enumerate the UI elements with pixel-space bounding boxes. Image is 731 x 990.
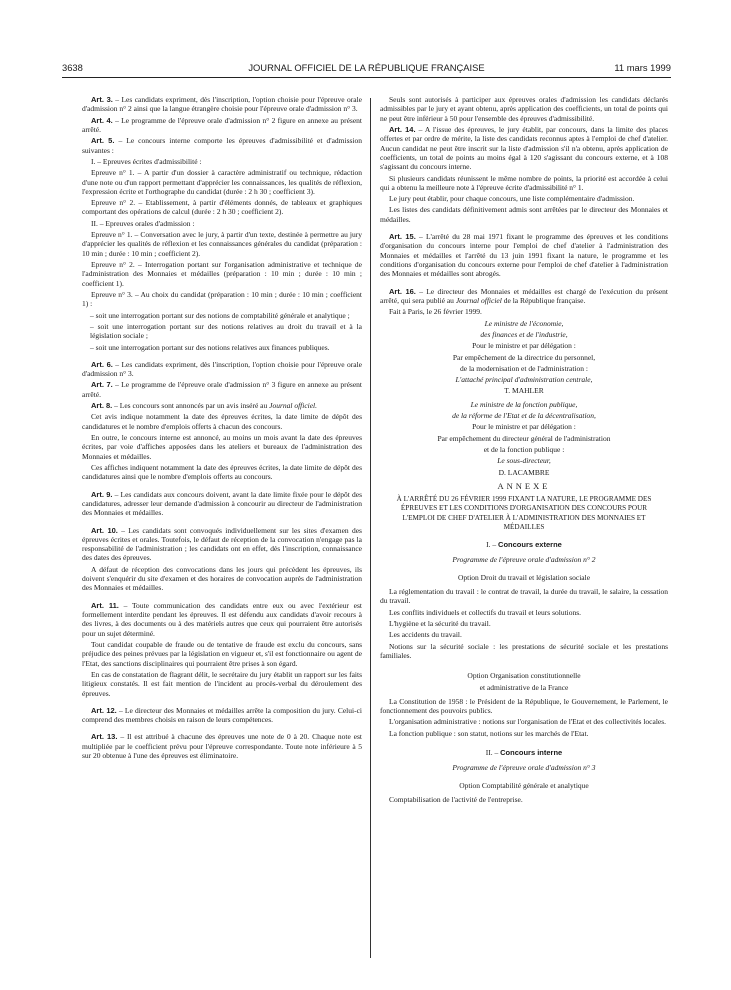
article-8: Art. 8. – Les concours sont annoncés par un avis inséré au Journal officiel. [91,401,318,411]
article-8-p3: En outre, le concours interne est annoncé, au moins un mois avant la date des épreuves écrites, par voie d'affiches apposées dans les ateliers et bureaux de l'administration des Monnaies et médailles. [82,433,362,461]
annex-subtitle: À L'ARRÊTÉ DU 26 FÉVRIER 1999 FIXANT LA NATURE, LE PROGRAMME DES ÉPREUVES ET LES CONDITIONS D'ORGANISATION DES CONCOURS POUR L'EMPLOI DE CHEF D'ATELIER À L'ADMINISTRATION DES MONNAIES ET MÉDAILLES [396,495,652,531]
section-internal-heading: II. – Concours interne [485,748,563,758]
article-14: Art. 14. – A l'issue des épreuves, le jury établit, par concours, dans la limite des places offertes et par ordre de mérite, la liste des candidats reconnus aptes à l'emploi de chef d'atelier. Aucun candidat ne peut être inscrit sur la liste d'admission s'il n'a obtenu, après application de coefficients, un total de points au moins égal à 120 s'agissant du concours externe, et à 108 s'agissant du concours interne. [380,124,668,172]
article-3: Art. 3. – Les candidats expriment, dès l'inscription, l'option choisie pour l'épreuve orale d'admission n° 2 ainsi que la langue étrangère choisie pour l'épreuve orale d'admission n° 3. [82,95,362,114]
article-13-continued: Seuls sont autorisés à participer aux épreuves orales d'admission les candidats déclarés admissibles par le jury et ayant obtenu, après application des coefficients, un total de points qui ne peut être inférieur à 50 pour l'ensemble des épreuves d'admissibilité. [380,95,668,123]
article-9: Art. 9. – Les candidats aux concours doivent, avant la date limite fixée pour le dépôt des candidatures, adresser leur demande d'admission à concourir au directeur de l'administration des Monnaies et médailles. [82,489,362,518]
article-16: Art. 16. – Le directeur des Monnaies et médailles est chargé de l'exécution du présent arrêté, qui sera publié au Journal officiel de la République française. [380,286,668,305]
oral-exam-1: Epreuve n° 1. – Conversation avec le jury, à partir d'un texte, destinée à permettre au jury d'apprécier les qualités de réflexion et les connaissances générales du candidat (préparation : 10 min ; durée : 10 min ; coefficient 2). [82,230,362,258]
header-rule [62,77,671,78]
option-heading: et administrative de la France [479,682,569,692]
option-paragraph: La Constitution de 1958 : le Président de la République, le Gouvernement, le Parlement, le fonctionnement des pouvoirs publics. [380,696,668,716]
option-heading: Option Droit du travail et législation sociale [457,572,591,582]
article-8-p4: Ces affiches indiquent notamment la date des épreuves écrites, la date limite de dépôt des candidatures ainsi que le nombre d'emplois offerts au concours. [82,462,362,482]
option-paragraph: L'hygiène et la sécurité du travail. [389,618,491,628]
option-heading: Option Organisation constitutionnelle [467,671,581,681]
option-paragraph: L'organisation administrative : notions sur l'organisation de l'Etat et des collectivités locales. [389,717,667,727]
signature-block-public-service: Le ministre de la fonction publique, de la réforme de l'Etat et de la décentralisation, Pour le ministre et par délégation : Par empêchement du directeur général de l'administration et de la fonction publique : Le sous-directeur, D. LACAMBRE [380,400,668,477]
issue-date: 11 mars 1999 [614,62,671,73]
article-6: Art. 6. – Les candidats expriment, dès l'inscription, l'option choisie pour l'épreuve orale d'admission n° 3. [82,359,362,379]
article-11-p2: Tout candidat coupable de fraude ou de tentative de fraude est exclu du concours, sans préjudice des peines prévues par la législation en vigueur et, s'il est fonctionnaire ou agent de l'Etat, des sanctions disciplinaires qui pourraient être prises à son égard. [82,639,362,668]
article-11: Art. 11. – Toute communication des candidats entre eux ou avec l'extérieur est formellement interdite pendant les épreuves. Il est défendu aux candidats d'avoir recours à des livres, à des documents ou à des matériels autres que ceux qui pourraient être autorisés pour un sujet déterminé. [82,600,362,638]
section-external-heading: I. – Concours externe [486,540,562,550]
article-10-p2: A défaut de réception des convocations dans les jours qui précèdent les épreuves, ils doivent s'enquérir du site d'examen et des horaires de convocation auprès de l'administration des Monnaies et médailles. [82,564,362,593]
article-14-p3: Le jury peut établir, pour chaque concours, une liste complémentaire d'admission. [389,194,635,204]
annex-title: ANNEXE [497,480,551,491]
signature-block-economy: Le ministre de l'économie, des finances et de l'industrie, Pour le ministre et par délégation : Par empêchement de la directrice du personnel, de la modernisation et de l'administration : L'attaché principal d'administration centrale, T. MAHLER [380,319,668,396]
section-oral: II. – Epreuves orales d'admission : [91,218,195,228]
signature-date: Fait à Paris, le 26 février 1999. [389,307,482,317]
oral-exam-2: Epreuve n° 2. – Interrogation portant sur l'organisation administrative et technique de l'administration des Monnaies et médailles (préparation : 10 min ; durée : 10 min ; coefficient 1). [82,260,362,288]
section-written: I. – Epreuves écrites d'admissibilité : [91,156,202,166]
article-15: Art. 15. – L'arrêté du 28 mai 1971 fixant le programme des épreuves et les conditions d'organisation du concours interne pour l'emploi de chef d'atelier à l'administration des Monnaies et médailles et l'arrêté du 13 juin 1991 fixant la nature, le programme et les conditions d'organisation du concours externe pour l'emploi de chef d'atelier à l'administration des Monnaies et médailles sont abrogés. [380,232,668,279]
article-7: Art. 7. – Le programme de l'épreuve orale d'admission n° 3 figure en annexe au présent arrêté. [82,380,362,399]
page-header [62,62,671,76]
option-paragraph: Les conflits individuels et collectifs du travail et leurs solutions. [389,607,582,617]
written-exam-1: Epreuve n° 1. – A partir d'un dossier à caractère administratif ou technique, rédaction d'une note ou d'un rapport permettant d'apprécier les connaissances, les qualités de réflexion, l'expression écrite et l'orthographe du candidat (durée : 2 h 30 ; coefficient 3). [82,168,362,196]
option-paragraph: La réglementation du travail : le contrat de travail, la durée du travail, le salaire, la cessation du travail. [380,587,668,606]
oral-option-1: – soit une interrogation portant sur des notions de comptabilité générale et analytique ; [90,310,350,320]
signatory-name: D. LACAMBRE [498,467,550,477]
option-paragraph: Notions sur la sécurité sociale : les prestations de sécurité sociale et les prestations familiales. [380,641,668,660]
oral-exam-3: Epreuve n° 3. – Au choix du candidat (préparation : 10 min ; durée : 10 min ; coefficient 1) : [82,289,362,309]
option-paragraph: La fonction publique : son statut, notions sur les marchés de l'Etat. [389,728,589,738]
oral-option-3: – soit une interrogation portant sur des notions relatives aux finances publiques. [90,342,330,352]
journal-title: JOURNAL OFFICIEL DE LA RÉPUBLIQUE FRANÇAISE [248,62,485,73]
article-11-p3: En cas de constatation de flagrant délit, le secrétaire du jury établit un rapport sur les faits litigieux constatés. Il est fait mention de l'incident au procès-verbal du déroulement des épreuves. [82,669,362,698]
article-8-p2: Cet avis indique notamment la date des épreuves écrites, la date limite de dépôt des candidatures et le nombre d'emplois offerts à chacun des concours. [82,412,362,431]
option-paragraph: Les accidents du travail. [389,630,462,640]
right-column [380,95,668,806]
signatory-name: T. MAHLER [504,386,544,396]
article-13: Art. 13. – Il est attribué à chacune des épreuves une note de 0 à 20. Chaque note est multipliée par le coefficient prévu pour l'épreuve correspondante. Toute note inférieure à 5 sur 20 obtenue à l'une des épreuves est éliminatoire. [82,732,362,761]
article-4: Art. 4. – Le programme de l'épreuve orale d'admission n° 2 figure en annexe au présent arrêté. [82,115,362,134]
written-exam-2: Epreuve n° 2. – Etablissement, à partir d'éléments donnés, de tableaux et graphiques comportant des opérations de calcul (durée : 2 h 30 ; coefficient 2). [82,198,362,217]
article-10: Art. 10. – Les candidats sont convoqués individuellement sur les sites d'examen des épreuves écrites et orales. Toutefois, le défaut de réception de la convocation n'engage pas la responsabilité de l'administration ; les candidats ont en effet, dès l'inscription, connaissance des dates des épreuves. [82,525,362,563]
article-5: Art. 5. – Le concours interne comporte les épreuves d'admissibilité et d'admission suivantes : [82,136,362,155]
article-14-p2: Si plusieurs candidats réunissent le même nombre de points, la priorité est accordée à celui qui a obtenu la meilleure note à l'épreuve écrite d'admissibilité n° 1. [380,173,668,192]
program-heading: Programme de l'épreuve orale d'admission n° 2 [452,555,596,565]
article-14-p4: Les listes des candidats définitivement admis sont arrêtées par le directeur des Monnaies et médailles. [380,205,668,224]
left-column [82,95,362,762]
option-paragraph: Comptabilisation de l'activité de l'entreprise. [389,795,523,804]
option-heading: Option Comptabilité générale et analytique [459,780,589,790]
column-separator [370,98,371,958]
article-12: Art. 12. – Le directeur des Monnaies et médailles arrête la composition du jury. Celui-ci comprend des membres choisis en raison de leurs compétences. [82,705,362,725]
oral-option-2: – soit une interrogation portant sur des notions relatives au droit du travail et à la législation sociale ; [90,321,362,341]
page-number: 3638 [62,62,83,73]
program-heading: Programme de l'épreuve orale d'admission n° 3 [452,763,596,773]
